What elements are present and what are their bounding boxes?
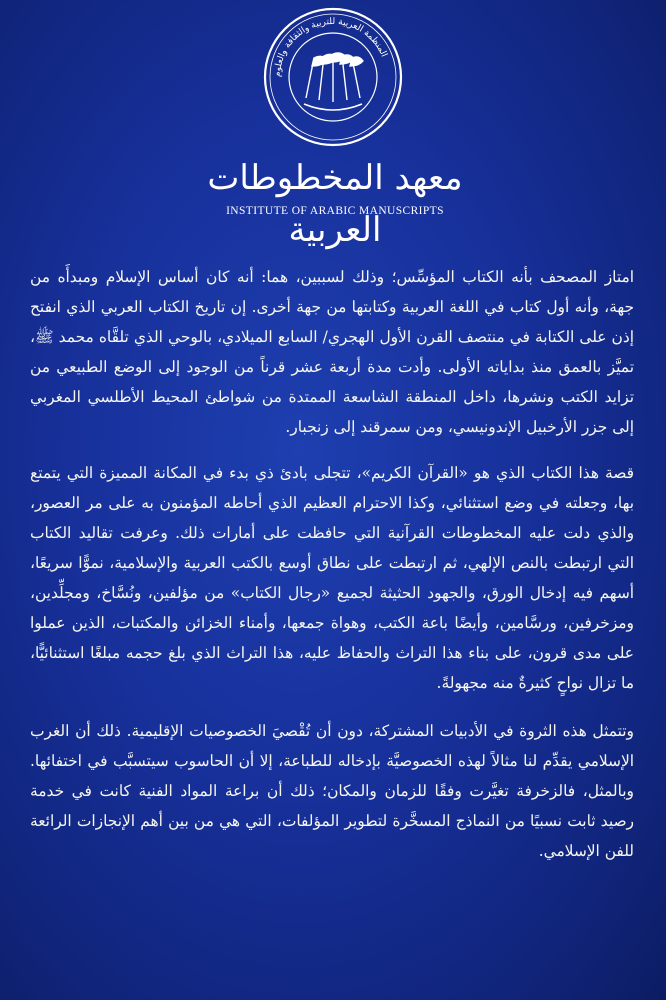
flags-icon [304, 53, 363, 110]
back-cover-text [30, 262, 634, 882]
institute-emblem [262, 6, 404, 148]
paragraph-3: وتتمثل هذه الثروة في الأدبيات المشتركة، دون أن تُقْصيَ الخصوصيات الإقليمية. ذلك أن الغرب الإسلامي يقدِّم لنا مثالاً لهذه الخصوصيَّة بإدخاله للطباعة، إلا أن الحاسوب سيتسبَّب في اختفائها. وبالمثل، فالزخرفة تغيَّرت وفقًا للزمان والمكان؛ ذلك أن براعة المواد الفنية كانت في خدمة رصيد ثابت نسبيًا من النماذج المسخَّرة لتطوير المؤلفات، التي هي من بين أهم الإنجازات الرائعة للفن الإسلامي. [30, 722, 634, 860]
institute-english-name: INSTITUTE OF ARABIC MANUSCRIPTS [226, 205, 444, 217]
paragraph-2: قصة هذا الكتاب الذي هو «القرآن الكريم»، تتجلى بادئ ذي بدء في المكانة المميزة التي يتمتع بها، وجعلته في وضع استثنائي، وكذا الاحترام العظيم الذي أحاطه المؤمنون به على مر العصور، والذي دلت عليه المخطوطات القرآنية التي حافظت على أمارات ذلك. وعرفت تقاليد الكتاب التي ارتبطت بالنص الإلهي، ثم ارتبطت على نطاق أوسع بالكتب العربية والإسلامية، نموًّا سريعًا، أسهم فيه إدخال الورق، والجهود الحثيثة لجميع «رجال الكتاب» من مؤلفين، ونُسَّاخ، ومجلِّدين، ومزخرفين، ورسَّامين، وأيضًا باعة الكتب، وهواة جمعها، وأمناء الخزائن والمكتبات، الذين عملوا على مدى قرون، على بناء هذا التراث والحفاظ عليه، هذا التراث الذي بلغ حجمه مبلغًا استثنائيًّا، ما تزال نواحٍ كثيرةٌ منه مجهولةً. [30, 464, 634, 692]
institute-arabic-name: معهد المخطوطات العربية [207, 158, 463, 250]
paragraph-1: امتاز المصحف بأنه الكتاب المؤسِّس؛ وذلك لسببين، هما: أنه كان أساس الإسلام ومبدأَه من جهة، وأنه أول كتاب في اللغة العربية وكتابتها من جهة أخرى. إن تاريخ الكتاب العربي الذي انفتح إذن على الكتابة في منتصف القرن الأول الهجري/ السابع الميلادي، بالوحي الذي تلقَّاه محمد ﷺ، تميَّز بالعمق منذ بداياته الأولى. وأدت مدة أربعة عشر قرناً من الوجود إلى الوضع الطبيعي من تزايد الكتب ونشرها، داخل المنطقة الشاسعة الممتدة من شواطئ المحيط الأطلسي المغربي إلى جزر الأرخبيل الإندونيسي، ومن سمرقند إلى زنجبار. [30, 268, 634, 436]
emblem-ring-text: المنظمة العربية للتربية والثقافة والعلوم [272, 16, 389, 78]
